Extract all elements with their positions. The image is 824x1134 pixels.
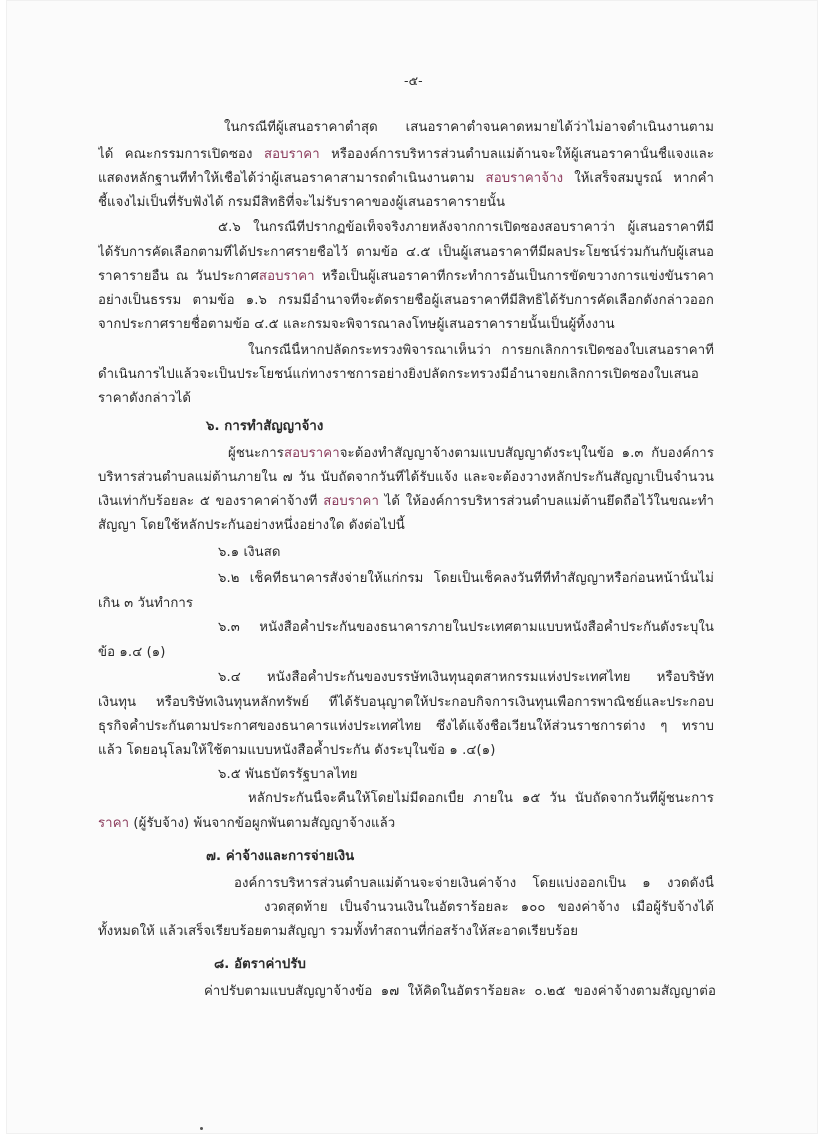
- text-line: [234, 875, 714, 893]
- text-line: [98, 390, 191, 408]
- section-heading: [206, 418, 323, 436]
- line-text: ๗. ค่าจ้างและการจ่ายเงิน: [206, 849, 355, 864]
- line-text: งวดสุดท้าย เป็นจำนวนเงินในอัตราร้อยละ ๑๐๐ ของค่าจ้าง เมื่อผู้รับจ้างได้: [264, 900, 714, 915]
- line-text: ๖.๕ พันธบัตรรัฐบาลไทย: [218, 767, 358, 782]
- text-line: [98, 268, 714, 286]
- line-text: เกิน ๓ วันทำการ: [98, 596, 194, 611]
- text-line: [98, 718, 714, 736]
- text-line: [98, 366, 714, 384]
- text-line: [98, 595, 193, 613]
- text-line: [98, 316, 615, 334]
- line-text: ได้ คณะกรรมการเปิดซอง: [98, 147, 264, 162]
- line-text: เงินเท่ากับร้อยละ ๕ ของราคาค่าจ้างที่: [98, 494, 324, 509]
- line-text: แล้ว โดยอนุโลมให้ใช้ตามแบบหนังสือค้ำประกัน ดังระบุในข้อ ๑ .๔(๑): [98, 743, 496, 758]
- text-line: [204, 983, 716, 1001]
- line-text: ค่าปรับตามแบบสัญญาจ้างข้อ ๑๗ ให้คิดในอัตราร้อยละ ๐.๒๕ ของค่าจ้างตามสัญญาต่อ: [204, 984, 716, 999]
- line-text: ได้รับการคัดเลือกตามที่ได้ประกาศรายชื่อไว้ ตามข้อ ๔.๕ เป็นผู้เสนอราคาที่มีผลประโยชน์ร่วมกันกับผู้เสนอ: [98, 245, 714, 260]
- line-text: ราคาดังกล่าวได้: [98, 391, 191, 406]
- text-line: [98, 493, 714, 511]
- text-line: [98, 923, 578, 941]
- line-text: ให้เสร็จสมบูรณ์ หากคำ: [563, 171, 714, 186]
- line-text: ผู้ชนะการ: [228, 446, 284, 461]
- section-heading: [214, 956, 306, 974]
- highlighted-term: สอบราคาจ้าง: [485, 171, 564, 186]
- text-line: [218, 219, 714, 237]
- text-line: [98, 170, 714, 188]
- line-text: ๕.๖ ในกรณีที่ปรากฏข้อเท็จจริงภายหลังจากการเปิดซองสอบราคาว่า ผู้เสนอราคาที่มี: [218, 220, 714, 235]
- text-line: [98, 694, 714, 712]
- line-text: เงินทุน หรือบริษัทเงินทุนหลักทรัพย์ ที่ได้รับอนุญาตให้ประกอบกิจการเงินทุนเพื่อการพาณิชย์และประกอบ: [98, 695, 714, 710]
- line-text: ในกรณีที่ผู้เสนอราคาต่ำสุด เสนอราคาต่ำจนคาดหมายได้ว่าไม่อาจดำเนินงานตาม: [224, 120, 714, 135]
- text-line: [248, 342, 714, 360]
- text-line: [218, 570, 714, 588]
- line-text: หลักประกันนี้จะคืนให้โดยไม่มีดอกเบี้ย ภายใน ๑๕ วัน นับถัดจากวันที่ผู้ชนะการ: [248, 791, 714, 806]
- text-line: [98, 194, 505, 212]
- line-text: หรือองค์การบริหารส่วนตำบลแม่ต้านจะให้ผู้เสนอราคานั้นชี้แจงและ: [319, 147, 714, 162]
- line-text: ๖.๔ หนังสือค้ำประกันของบรรษัทเงินทุนอุตสาหกรรมแห่งประเทศไทย หรือบริษัท: [218, 670, 714, 685]
- text-line: [218, 619, 714, 637]
- line-text: ๖.๓ หนังสือค้ำประกันของธนาคารภายในประเทศตามแบบหนังสือค้ำประกันดังระบุใน: [218, 620, 714, 635]
- text-line: [98, 146, 714, 164]
- text-line: [224, 119, 714, 137]
- text-line: [98, 644, 166, 662]
- highlighted-term: สอบราคา: [258, 269, 315, 284]
- text-line: [98, 469, 714, 487]
- line-text: องค์การบริหารส่วนตำบลแม่ต้านจะจ่ายเงินค่าจ้าง โดยแบ่งออกเป็น ๑ งวดดังนี้: [234, 876, 714, 891]
- text-line: [228, 445, 714, 463]
- scan-speck: [200, 1127, 203, 1130]
- line-text: ๖. การทำสัญญาจ้าง: [206, 419, 324, 434]
- text-line: [218, 766, 358, 784]
- line-text: ชี้แจงไม่เป็นที่รับฟังได้ กรมมีสิทธิที่จะไม่รับราคาของผู้เสนอราคารายนั้น: [98, 195, 506, 210]
- line-text: ได้ ให้องค์การบริหารส่วนตำบลแม่ต้านยึดถือไว้ในขณะทำ: [378, 494, 714, 509]
- line-text: อย่างเป็นธรรม ตามข้อ ๑.๖ กรมมีอำนาจที่จะตัดรายชื่อผู้เสนอราคาที่มีสิทธิได้รับการคัดเลือกดังกล่าวออก: [98, 293, 714, 308]
- line-text: บริหารส่วนตำบลแม่ต้านภายใน ๗ วัน นับถัดจากวันที่ได้รับแจ้ง และจะต้องวางหลักประกันสัญญาเป็นจำนวน: [98, 470, 714, 485]
- document-page: [6, 0, 818, 1134]
- text-line: [98, 742, 495, 760]
- text-line: [218, 544, 281, 562]
- line-text: ดำเนินการไปแล้วจะเป็นประโยชน์แก่ทางราชการอย่างยิ่งปลัดกระทรวงมีอำนาจยกเลิกการเปิดซองใบเสนอ: [98, 367, 699, 382]
- text-line: [98, 517, 405, 535]
- section-heading: [206, 848, 354, 866]
- line-text: ข้อ ๑.๔ (๑): [98, 645, 166, 660]
- line-text: สัญญา โดยใช้หลักประกันอย่างหนึ่งอย่างใด ดังต่อไปนี้: [98, 518, 405, 533]
- highlighted-term: สอบราคา: [323, 494, 379, 509]
- line-text: ทั้งหมดให้ แล้วเสร็จเรียบร้อยตามสัญญา รวมทั้งทำสถานที่ก่อสร้างให้สะอาดเรียบร้อย: [98, 924, 579, 939]
- highlighted-term: สอบราคา: [283, 446, 340, 461]
- line-text: ธุรกิจค้ำประกันตามประกาศของธนาคารแห่งประเทศไทย ซึ่งได้แจ้งชื่อเวียนให้ส่วนราชการต่าง ๆ ทราบ: [98, 719, 714, 734]
- highlighted-term: สอบราคา: [263, 147, 320, 162]
- line-text: จะต้องทำสัญญาจ้างตามแบบสัญญาดังระบุในข้อ ๑.๓ กับองค์การ: [339, 446, 714, 461]
- page-number: -๕-: [404, 73, 423, 88]
- line-text: จากประกาศรายชื่อตามข้อ ๔.๕ และกรมจะพิจารณาลงโทษผู้เสนอราคารายนั้นเป็นผู้ทิ้งงาน: [98, 317, 615, 332]
- highlighted-term: ราคา: [98, 816, 130, 831]
- text-line: [98, 815, 395, 833]
- text-line: [98, 244, 714, 262]
- line-text: ในกรณีนี้หากปลัดกระทรวงพิจารณาเห็นว่า การยกเลิกการเปิดซองใบเสนอราคาที่: [248, 343, 714, 358]
- line-text: แสดงหลักฐานที่ทำให้เชื่อได้ว่าผู้เสนอราคาสามารถดำเนินงานตาม: [98, 171, 486, 186]
- text-line: [98, 292, 714, 310]
- line-text: ๖.๑ เงินสด: [218, 545, 281, 560]
- line-text: หรือเป็นผู้เสนอราคาที่กระทำการอันเป็นการขัดขวางการแข่งขันราคา: [314, 269, 714, 284]
- line-text: (ผู้รับจ้าง) พ้นจากข้อผูกพันตามสัญญาจ้างแล้ว: [129, 816, 396, 831]
- line-text: ราคารายอื่น ณ วันประกาศ: [98, 269, 259, 284]
- line-text: ๘. อัตราค่าปรับ: [214, 957, 306, 972]
- text-line: [248, 790, 714, 808]
- text-line: [218, 669, 714, 687]
- line-text: ๖.๒ เช็คที่ธนาคารสั่งจ่ายให้แก่กรม โดยเป็นเช็คลงวันที่ที่ทำสัญญาหรือก่อนหน้านั้นไม่: [218, 571, 714, 586]
- text-line: [264, 899, 714, 917]
